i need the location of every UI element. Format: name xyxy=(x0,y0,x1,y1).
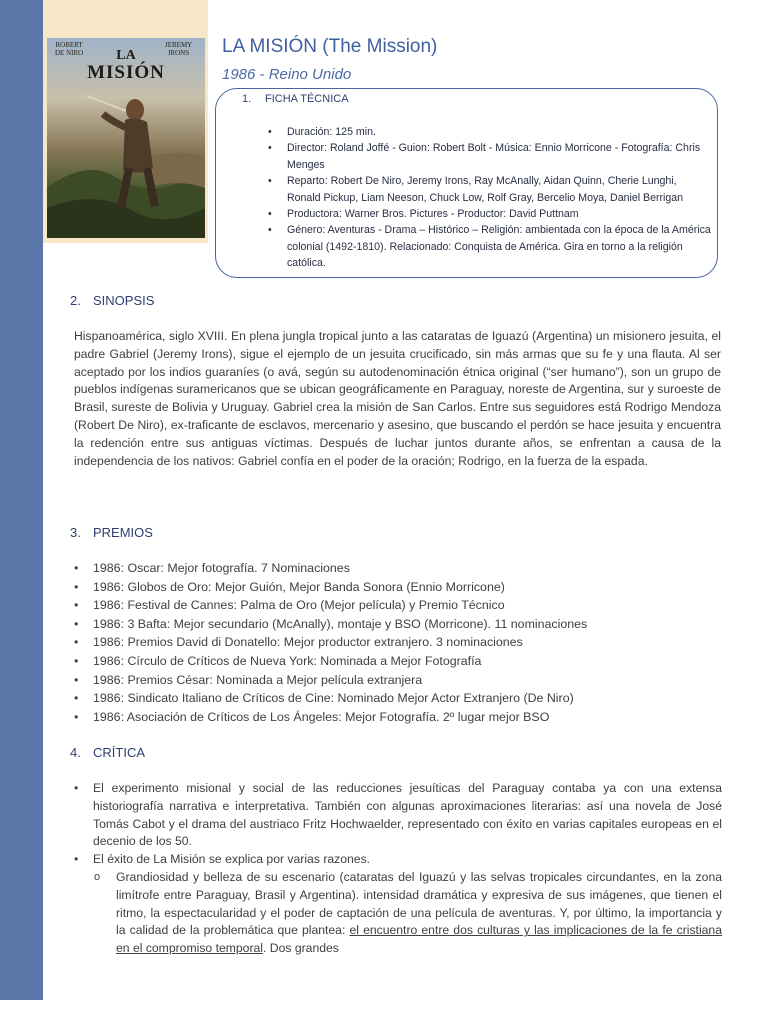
critica-list xyxy=(74,780,722,958)
poster-title-line-1: LA xyxy=(116,48,136,63)
list-item: • 1986: Globos de Oro: Mejor Guión, Mejor Banda Sonora (Ennio Morricone) xyxy=(74,578,724,597)
poster-figure-illustration xyxy=(47,38,205,238)
list-item xyxy=(74,851,722,958)
list-item: • 1986: Oscar: Mejor fotografía. 7 Nominaciones xyxy=(74,559,724,578)
sublist-item-text: Grandiosidad y belleza de su escenario (cataratas del Iguazú y las selvas tropicales circundantes, en la zona limítrofe entre Paraguay, Brasil y Argentina). intensidad dramática y expresiva de sus imágenes, que tienen el ritmo, la espectacularidad y el poder de captación de una película de aventuras. Y, por último, la importancia y la calidad de la problemática que plantea: xyxy=(116,869,722,938)
list-item-text: El éxito de La Misión se explica por varias razones. xyxy=(93,852,371,867)
ficha-tecnica-heading xyxy=(242,93,349,105)
poster-title-line-2: MISIÓN xyxy=(87,62,165,83)
page-subtitle: 1986 - Reino Unido xyxy=(222,66,352,83)
list-item: • 1986: Asociación de Críticos de Los Ángeles: Mejor Fotografía. 2º lugar mejor BSO xyxy=(74,708,724,727)
list-item: • 1986: Sindicato Italiano de Críticos de Cine: Nominado Mejor Actor Extranjero (De Niro) xyxy=(74,689,724,708)
sinopsis-heading-text: SINOPSIS xyxy=(93,293,155,308)
ficha-tecnica-number: 1. xyxy=(242,93,252,105)
critica-number: 4. xyxy=(70,745,81,760)
premios-heading-text: PREMIOS xyxy=(93,525,153,540)
movie-poster xyxy=(47,38,205,238)
premios-number: 3. xyxy=(70,525,81,540)
underlined-phrase: el encuentro entre dos culturas y las implicaciones de la fe cristiana en el compromiso temporal xyxy=(116,923,722,956)
list-item: • 1986: Círculo de Críticos de Nueva York: Nominada a Mejor Fotografía xyxy=(74,652,724,671)
poster-actor-right-last: IRONS xyxy=(168,49,190,57)
critica-sublist xyxy=(93,869,722,958)
poster-actor-left-last: DE NIRO xyxy=(55,49,84,57)
premios-list xyxy=(74,559,724,726)
poster-actor-right-first: JEREMY xyxy=(165,41,193,49)
page-title: LA MISIÓN (The Mission) xyxy=(222,36,438,57)
list-item: • El experimento misional y social de las reducciones jesuíticas del Paraguay contaba ya con una extensa historiografía narrativa e interpretativa. También con algunas aproximaciones literarias: así una novela de José Tomás Cabot y el drama del austriaco Fritz Hochwaelder, representado con éxito en varias capitales europeas en el decenio de los 50. xyxy=(74,780,722,851)
sublist-item xyxy=(93,869,722,958)
ficha-tecnica-heading-text: FICHA TÉCNICA xyxy=(265,93,349,105)
sinopsis-heading xyxy=(70,293,154,308)
sinopsis-number: 2. xyxy=(70,293,81,308)
list-item: • Productora: Warner Bros. Pictures - Productor: David Puttnam xyxy=(268,206,713,222)
list-item: • 1986: Festival de Cannes: Palma de Oro (Mejor película) y Premio Técnico xyxy=(74,596,724,615)
list-item: • 1986: 3 Bafta: Mejor secundario (McAnally), montaje y BSO (Morricone). 11 nominaciones xyxy=(74,615,724,634)
list-item: • Género: Aventuras - Drama – Histórico – Religión: ambientada con la época de la América colonial (1492-1810). Relacionado: Conquista de América. Gira en torno a la religión católica. xyxy=(268,222,713,271)
premios-heading xyxy=(70,525,153,540)
list-item: • Duración: 125 min. xyxy=(268,124,713,140)
ficha-tecnica-list xyxy=(268,124,713,272)
poster-actor-left-first: ROBERT xyxy=(55,41,83,49)
list-item: • Reparto: Robert De Niro, Jeremy Irons, Ray McAnally, Aidan Quinn, Cherie Lunghi, Ronald Pickup, Liam Neeson, Chuck Low, Rolf Gray, Bercelio Moya, Daniel Berrigan xyxy=(268,173,713,206)
left-accent-bar xyxy=(0,0,43,1000)
list-item: • 1986: Premios David di Donatello: Mejor productor extranjero. 3 nominaciones xyxy=(74,633,724,652)
sinopsis-text: Hispanoamérica, siglo XVIII. En plena jungla tropical junto a las cataratas de Iguazú (Argentina) un misionero jesuita, el padre Gabriel (Jeremy Irons), sigue el ejemplo de un jesuita crucificado, sin más armas que su fe y una flauta. Al ser aceptado por los indios guaraníes (o avá, según su autodenominación étnica original (“ser humano”), son un grupo de pueblos indígenas suramericanos que se ubican geográficamente en Paraguay, noreste de Argentina, sur y suroeste de Brasil, sureste de Bolivia y Uruguay. Gabriel crea la misión de San Carlos. Entre sus seguidores está Rodrigo Mendoza (Robert De Niro), ex-traficante de esclavos, mercenario y asesino, que buscando el perdón se hace jesuita y encuentra la redención entre sus antiguas víctimas. Después de luchar juntos durante años, se enfrentan a causa de la independencia de los nativos: Gabriel confía en el poder de la oración; Rodrigo, en la fuerza de la espada. xyxy=(74,329,721,468)
critica-heading xyxy=(70,745,145,760)
critica-heading-text: CRÍTICA xyxy=(93,745,145,760)
sublist-item-tail: . Dos grandes xyxy=(263,941,339,956)
list-item: • 1986: Premios César: Nominada a Mejor película extranjera xyxy=(74,671,724,690)
list-item: • Director: Roland Joffé - Guion: Robert Bolt - Música: Ennio Morricone - Fotografía: Chris Menges xyxy=(268,140,713,173)
